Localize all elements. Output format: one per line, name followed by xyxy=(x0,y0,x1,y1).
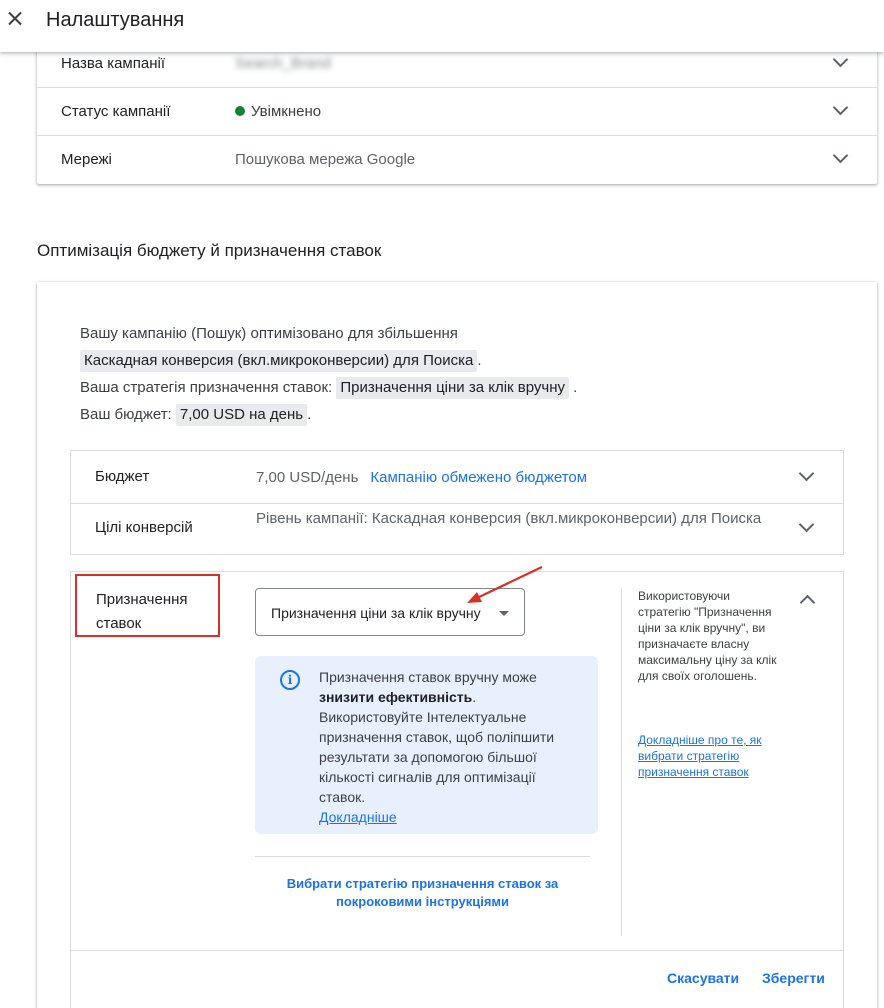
close-icon[interactable] xyxy=(4,8,26,30)
info-icon: i xyxy=(280,670,300,690)
campaign-settings-card xyxy=(37,40,877,184)
divider xyxy=(255,856,590,857)
conversion-goals-label: Цілі конверсій xyxy=(95,519,193,536)
budget-label: Бюджет xyxy=(95,468,150,485)
dropdown-caret-icon xyxy=(499,611,509,616)
learn-more-link[interactable]: Докладніше xyxy=(319,809,397,825)
chevron-down-icon[interactable] xyxy=(799,517,815,533)
strategy-guide-link[interactable]: Вибрати стратегію призначення ставок за покроковими інструкціями xyxy=(286,876,559,909)
annotation-arrow-icon xyxy=(455,560,550,608)
optimization-summary: Вашу кампанію (Пошук) оптимізовано для збільшення Каскадная конверсия (вкл.микроконверсии) для Поиска . Ваша стратегія призначення ставок: Призначення ціни за клік вручну . Ваш бюджет: 7,00 USD на день . xyxy=(80,320,840,428)
page-title: Налаштування xyxy=(46,9,185,31)
save-button[interactable]: Зберегти xyxy=(762,970,825,986)
strategy-chip: Призначення ціни за клік вручну xyxy=(336,377,569,399)
info-text: Призначення ставок вручну може знизити ефективність. Використовуйте Інтелектуальне призначення ставок, щоб поліпшити результати за допомогою більшої кількості сигналів для оптимізації ставок. Докладніше xyxy=(319,669,555,825)
chevron-up-icon[interactable] xyxy=(800,595,816,611)
vertical-divider xyxy=(621,588,622,936)
campaign-name-value: Search_Brand xyxy=(235,55,331,72)
bidding-panel xyxy=(70,571,844,1008)
side-help-text: Використовуючи стратегію "Призначення ціни за клік вручну", ви призначаєте власну максимальну ціну за клік для своїх оголошень. xyxy=(638,589,777,683)
campaign-status-label: Статус кампанії xyxy=(61,103,171,120)
campaign-status-value: Увімкнено xyxy=(235,103,321,120)
footer-divider xyxy=(71,950,843,951)
chevron-down-icon[interactable] xyxy=(833,148,849,164)
budget-bidding-card xyxy=(37,282,877,1008)
budget-limited-link[interactable]: Кампанію обмежено бюджетом xyxy=(370,469,588,486)
networks-row[interactable] xyxy=(37,136,877,184)
status-dot-icon xyxy=(235,106,245,116)
bidding-label: Призначення ставок xyxy=(75,574,220,637)
goal-chip: Каскадная конверсия (вкл.микроконверсии) для Поиска xyxy=(80,350,477,372)
side-learn-more-link[interactable]: Докладніше про те, як вибрати стратегію призначення ставок xyxy=(638,733,762,779)
budget-value: 7,00 USD/день Кампанію обмежено бюджетом xyxy=(256,469,588,486)
chevron-down-icon[interactable] xyxy=(833,52,849,68)
conversion-goals-row[interactable] xyxy=(71,504,843,555)
conversion-goals-value: Рівень кампанії: Каскадная конверсия (вкл.микроконверсии) для Поиска xyxy=(256,510,762,527)
budget-chip: 7,00 USD на день xyxy=(176,404,307,426)
chevron-down-icon[interactable] xyxy=(833,100,849,116)
networks-value: Пошукова мережа Google xyxy=(235,151,416,168)
top-bar xyxy=(0,0,884,52)
section-title: Оптимізація бюджету й призначення ставок xyxy=(37,241,382,260)
cancel-button[interactable]: Скасувати xyxy=(667,970,740,986)
budget-row[interactable] xyxy=(71,451,843,504)
bidding-strategy-dropdown[interactable]: Призначення ціни за клік вручну xyxy=(255,588,525,636)
campaign-name-label: Назва кампанії xyxy=(61,55,165,72)
budget-conversions-panel xyxy=(70,450,844,555)
campaign-status-row[interactable] xyxy=(37,88,877,136)
chevron-down-icon[interactable] xyxy=(799,466,815,482)
info-box xyxy=(255,656,598,834)
networks-label: Мережі xyxy=(61,151,112,168)
